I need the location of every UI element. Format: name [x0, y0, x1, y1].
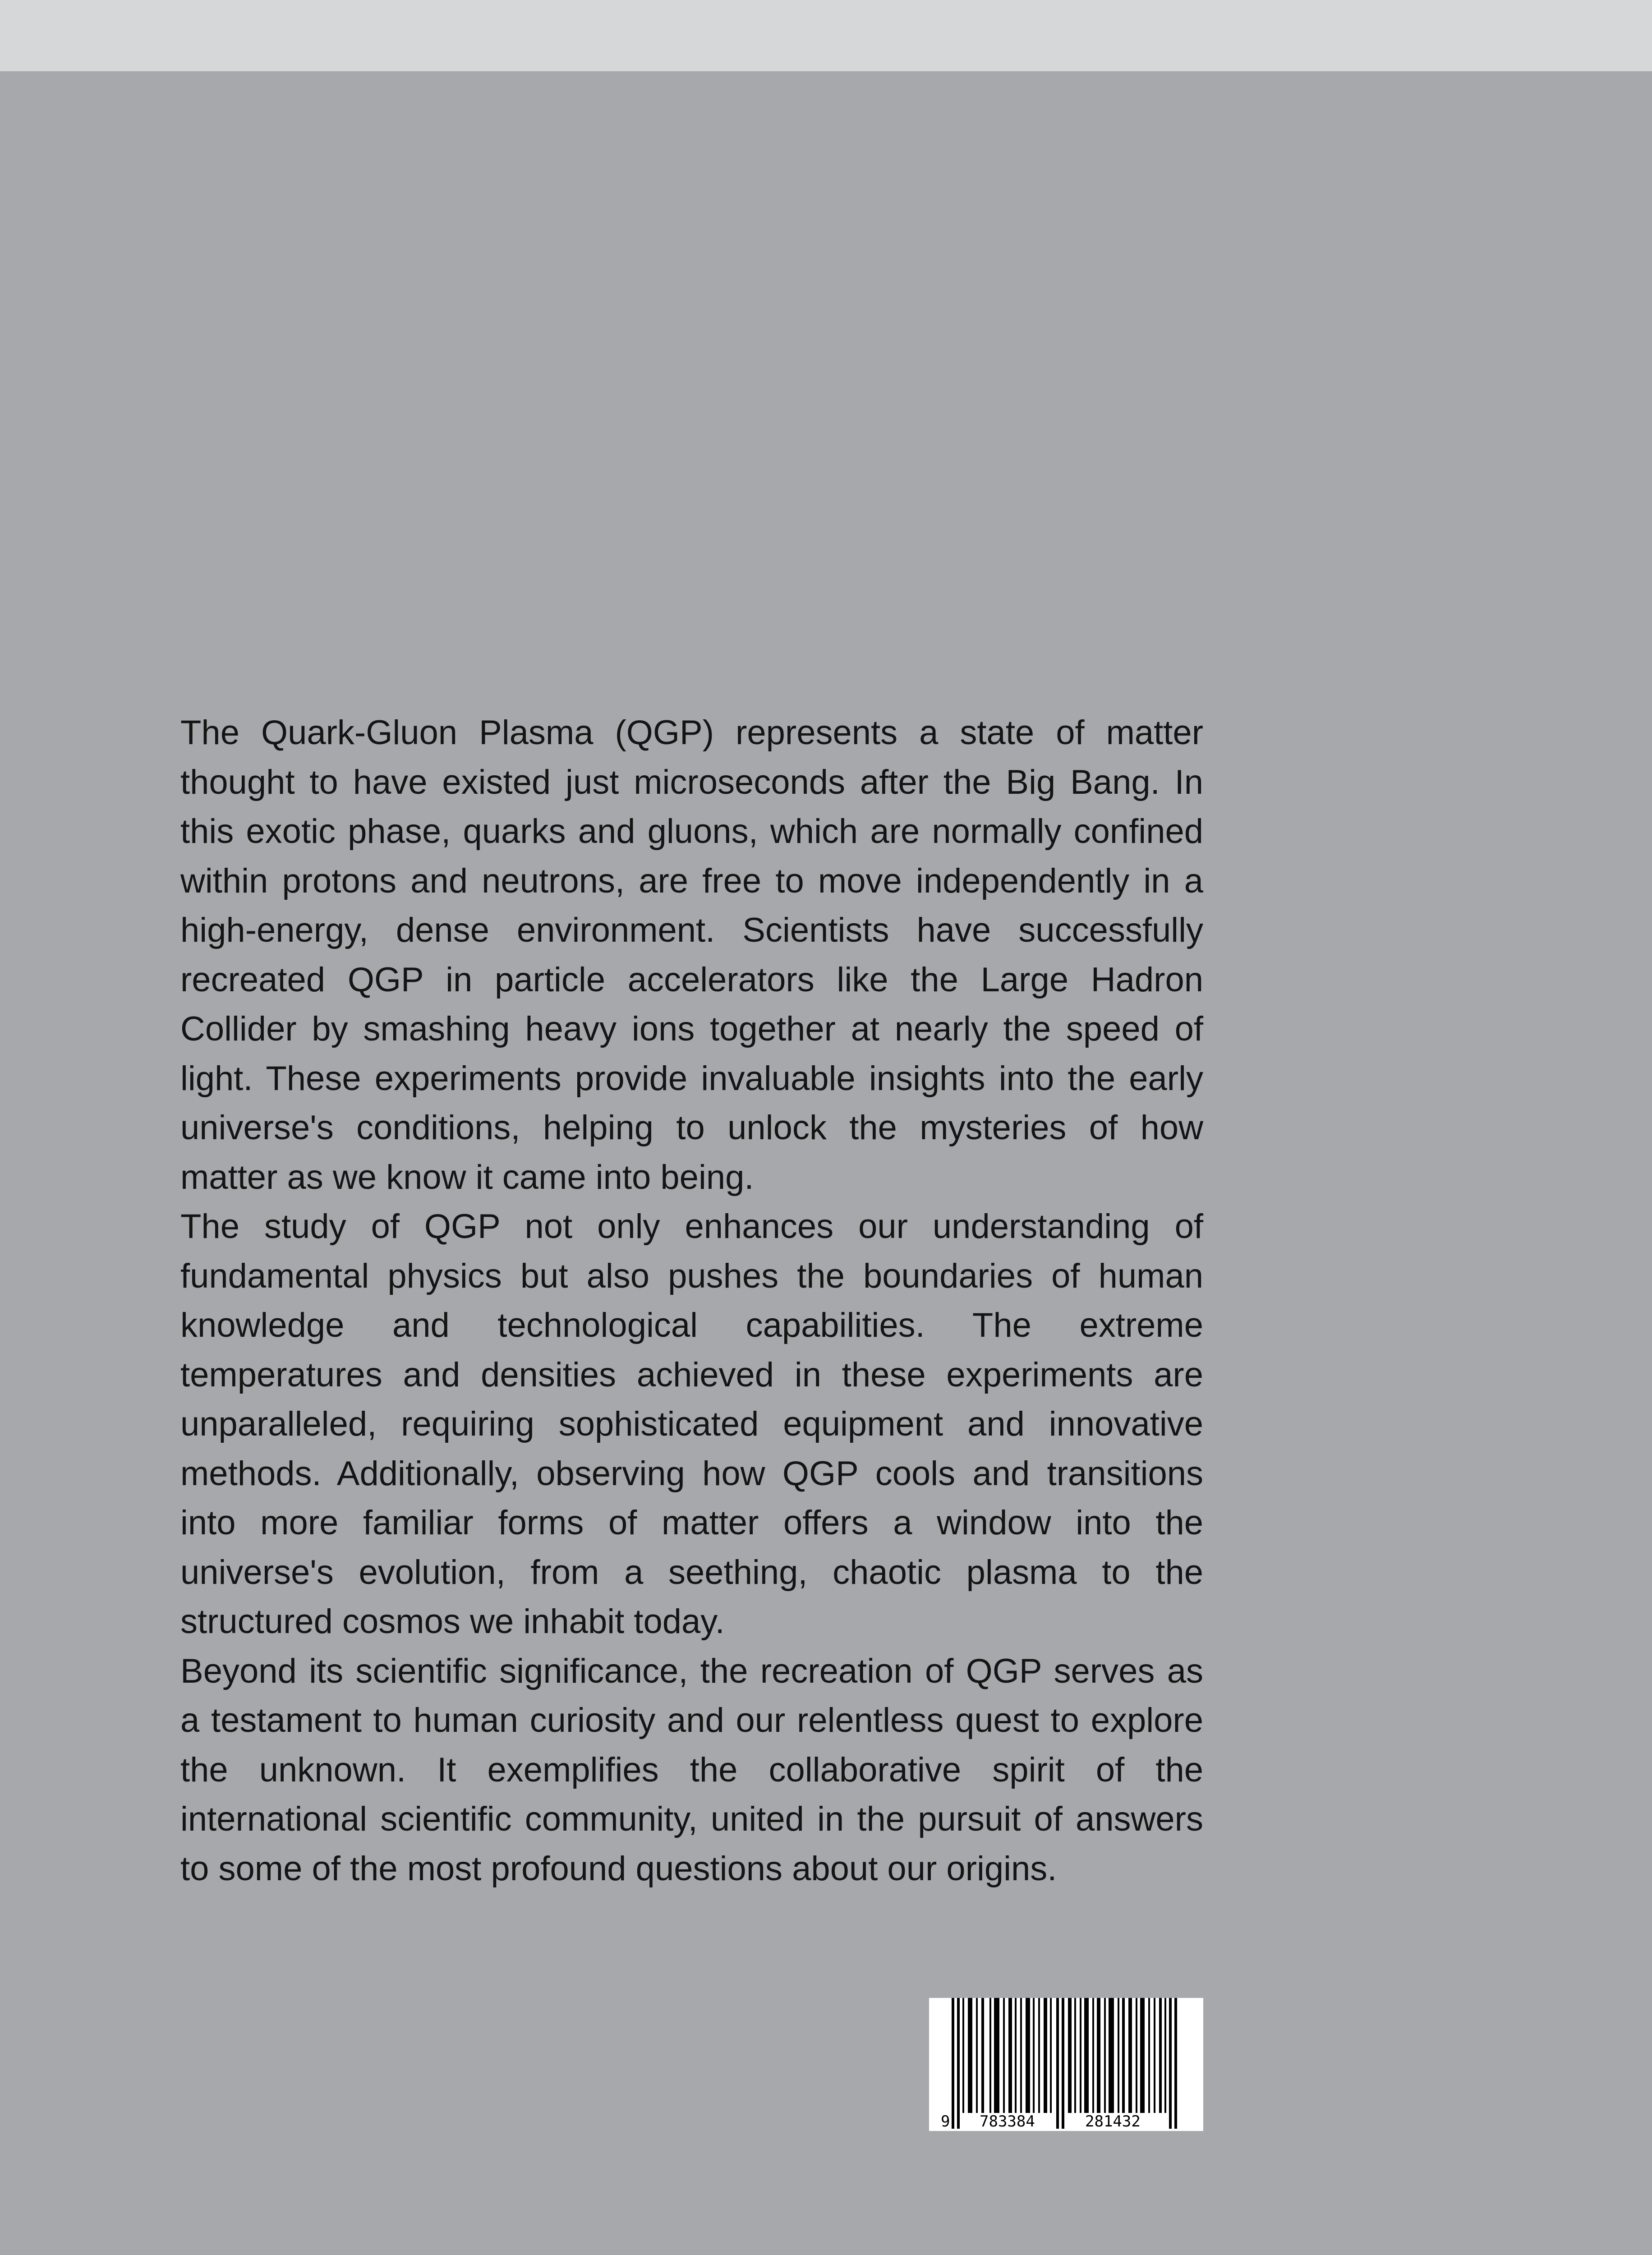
- isbn-barcode: [929, 1998, 1203, 2131]
- blurb-paragraph-3: Beyond its scientific significance, the recreation of QGP serves as a testament to human curiosity and our relentless quest to explore the unknown. It exemplifies the collaborative spirit of the international scientific community, united in the pursuit of answers to some of the most profound questions about our origins.: [180, 1652, 1203, 1888]
- barcode-right-group: 281432: [1085, 2112, 1141, 2131]
- barcode-graphic: [929, 1998, 1203, 2131]
- barcode-bars: [952, 1998, 1177, 2129]
- barcode-left-group: 783384: [980, 2112, 1035, 2131]
- blurb-paragraph-1: The Quark-Gluon Plasma (QGP) represents a state of matter thought to have existed just microseconds after the Big Bang. In this exotic phase, quarks and gluons, which are normally confined within protons and neutrons, are free to move independently in a high-energy, dense environment. Scientists have successfully recreated QGP in particle accelerators like the Large Hadron Collider by smashing heavy ions together at nearly the speed of light. These experiments provide invaluable insights into the early universe's conditions, helping to unlock the mysteries of how matter as we know it came into being.: [180, 713, 1203, 1197]
- blurb-paragraph-2: The study of QGP not only enhances our understanding of fundamental physics but also pushes the boundaries of human knowledge and technological capabilities. The extreme temperatures and densities achieved in these experiments are unparalleled, requiring sophisticated equipment and innovative methods. Additionally, observing how QGP cools and transitions into more familiar forms of matter offers a window into the universe's evolution, from a seething, chaotic plasma to the structured cosmos we inhabit today.: [180, 1207, 1203, 1641]
- top-strip: [0, 0, 1652, 71]
- barcode-lead-digit: 9: [941, 2112, 950, 2131]
- back-cover-blurb: [180, 708, 1203, 1893]
